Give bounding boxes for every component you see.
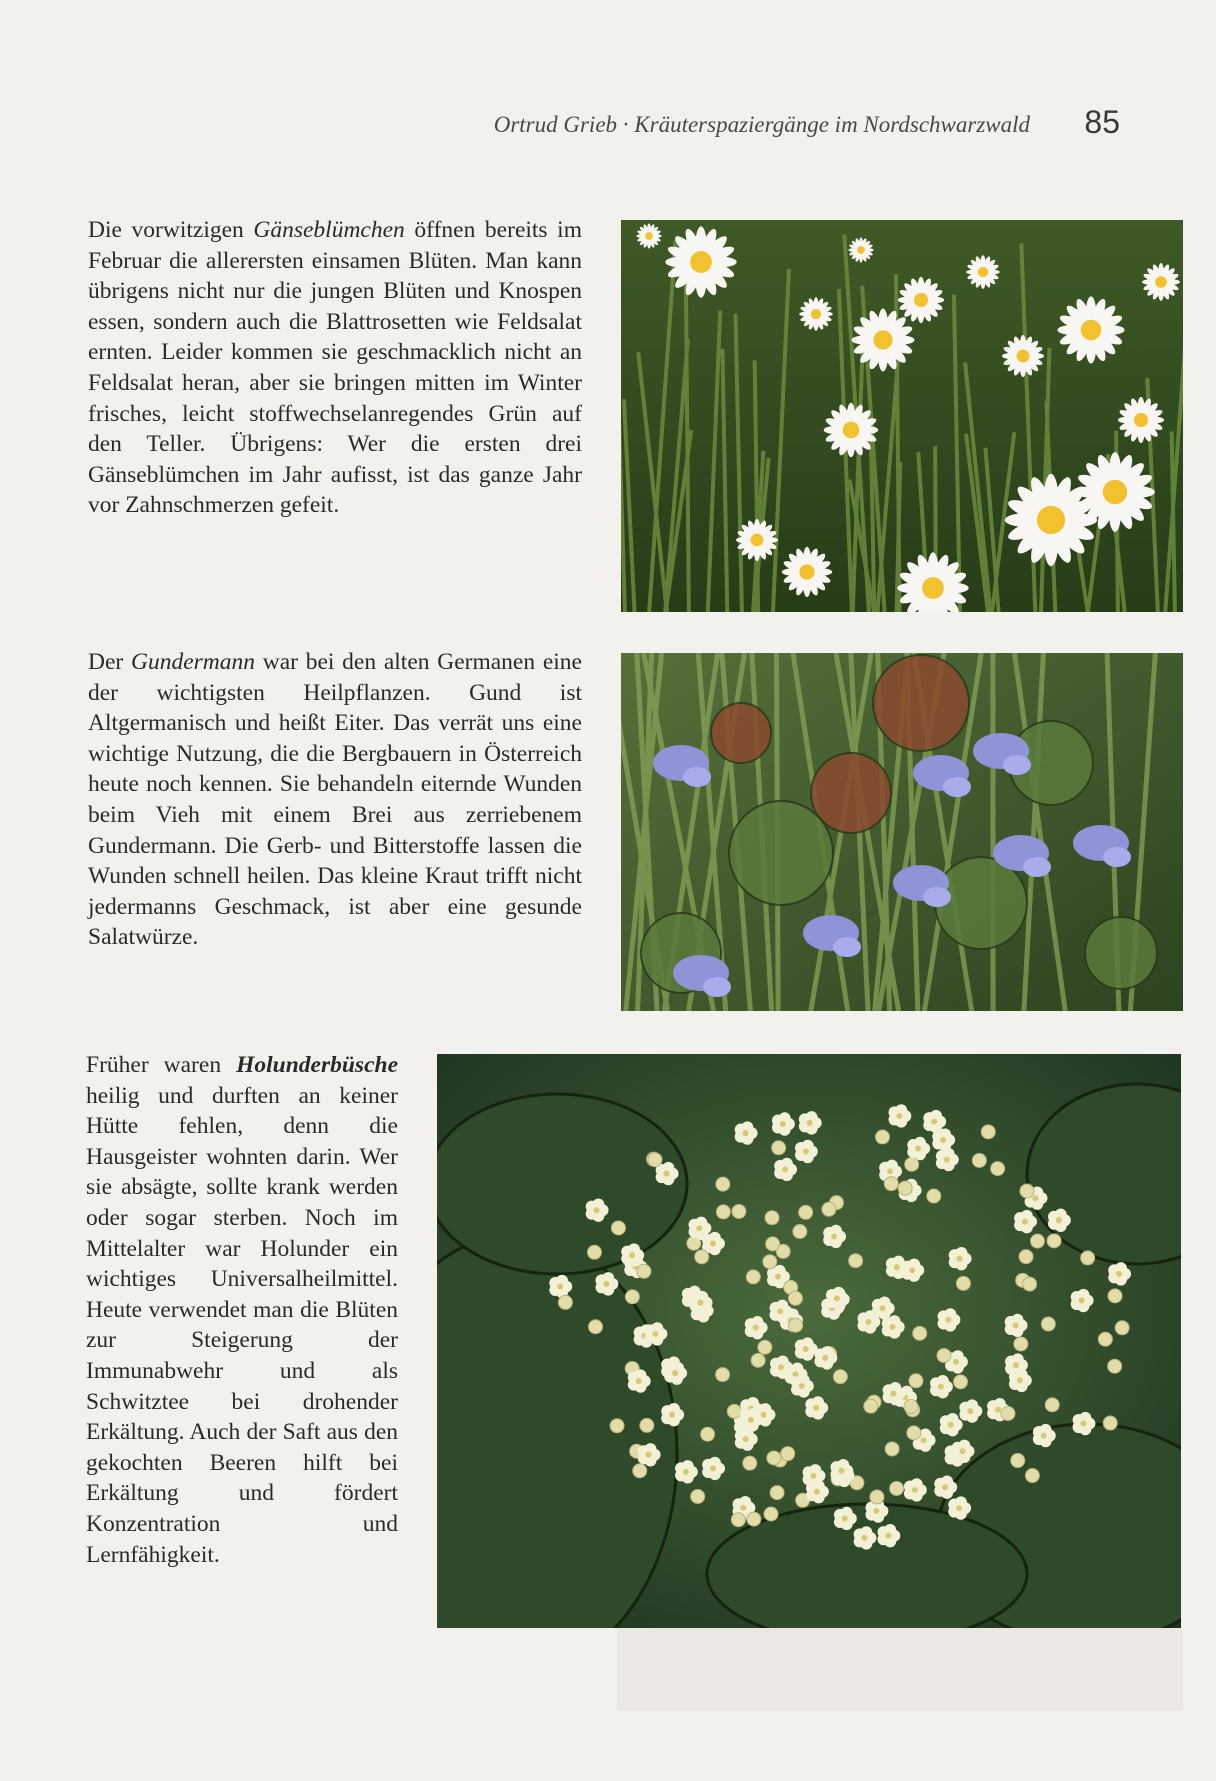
ground-ivy-photo <box>621 653 1183 1011</box>
elder-bud <box>716 1205 730 1219</box>
plant-name-daisy: Gänseblümchen <box>253 217 405 243</box>
elder-bud <box>1025 1469 1039 1483</box>
daisies-photo <box>621 220 1183 612</box>
elder-bud <box>884 1177 898 1191</box>
daisy-flower <box>898 277 944 323</box>
elder-bud <box>913 1326 927 1340</box>
paragraph-body: heilig und durften an keiner Hütte fehlen, denn die Hausgeister wohnten darin. Wer sie absägte, sollte krank werden oder sogar sterben. Noch im Mittelalter war Holunder ein wichtiges Universalheilmittel. Heute verwendet man die Blüten zur Steigerung der Immunabwehr und als Schwitztee bei drohender Erkältung. Auch der Saft aus den gekochten Beeren hilft bei Erkältung und fördert Konzentration und Lernfähigkeit. <box>86 1082 398 1568</box>
paragraph-lead: Früher waren <box>86 1052 237 1078</box>
elder-bud <box>610 1419 624 1433</box>
elder-bud <box>909 1374 923 1388</box>
elder-bud <box>731 1513 745 1527</box>
elder-bud <box>587 1245 601 1259</box>
ivy-leaf <box>729 801 833 905</box>
elder-bud <box>937 1349 951 1363</box>
paragraph-lead: Der <box>88 649 131 675</box>
elder-bud <box>758 1340 772 1354</box>
plant-name-ground-ivy: Gundermann <box>130 649 255 675</box>
daisy-flower <box>665 226 736 297</box>
paragraph-elder <box>86 1050 398 1570</box>
daisies-illustration <box>621 220 1183 612</box>
elder-bud <box>1030 1234 1044 1248</box>
page-number: 85 <box>1084 104 1120 140</box>
elder-bud <box>1108 1289 1122 1303</box>
elder-bud <box>764 1507 778 1521</box>
elder-bud <box>788 1291 802 1305</box>
daisy-flower <box>1002 335 1044 377</box>
elder-bud <box>972 1153 986 1167</box>
elder-bud <box>1014 1337 1028 1351</box>
elder-bud <box>1098 1332 1112 1346</box>
paragraph-body: war bei den alten Germanen eine der wichtigsten Heilpflanzen. Gund ist Altgermanisch und heißt Eiter. Das verrät uns eine wichtige Nutzung, die die Bergbauern in Österreich heute noch kennen. Sie behandeln eiternde Wunden beim Vieh mit einem Brei aus zerriebenem Gundermann. Die Gerb- und Bitterstoffe lassen die Wunden schnell heilen. Das kleine Kraut trifft nicht jedermanns Geschmack, ist aber eine gesunde Salatwürze. <box>88 649 582 951</box>
daisy-flower <box>736 519 778 561</box>
elder-bud <box>954 1375 968 1389</box>
elder-bud <box>751 1353 765 1367</box>
elder-bud <box>633 1464 647 1478</box>
elderflower-photo <box>437 1054 1181 1628</box>
ivy-leaf <box>811 753 891 833</box>
paragraph-ground-ivy <box>88 647 582 953</box>
elder-bud <box>1020 1184 1034 1198</box>
elder-bud <box>747 1512 761 1526</box>
elder-bud <box>793 1225 807 1239</box>
ivy-leaf <box>935 857 1027 949</box>
elder-bud <box>1023 1277 1037 1291</box>
daisy-flower <box>782 547 832 597</box>
daisy-flower <box>966 255 1000 289</box>
daisy-flower <box>852 309 915 372</box>
elder-bud <box>695 1250 709 1264</box>
elder-bud <box>1108 1359 1122 1373</box>
paragraph-daisy <box>88 215 582 521</box>
ivy-leaf <box>711 703 771 763</box>
elder-bud <box>625 1290 639 1304</box>
elder-bud <box>890 1482 904 1496</box>
ivy-leaf <box>1085 917 1157 989</box>
elder-bud <box>849 1254 863 1268</box>
elder-bud <box>611 1221 625 1235</box>
elder-bud <box>981 1125 995 1139</box>
plant-name-elder: Holunderbüsche <box>236 1052 398 1078</box>
elder-bud <box>1103 1416 1117 1430</box>
elder-bud <box>648 1153 662 1167</box>
elder-bud <box>781 1447 795 1461</box>
elder-bud <box>833 1370 847 1384</box>
elder-bud <box>822 1202 836 1216</box>
elder-bud <box>763 1255 777 1269</box>
elder-bud <box>864 1399 878 1413</box>
paragraph-lead: Die vorwitzigen <box>88 217 254 243</box>
daisy-flower <box>636 223 661 248</box>
elder-bud <box>870 1490 884 1504</box>
elder-bud <box>558 1295 572 1309</box>
paragraph-body: öffnen bereits im Februar die allerersten einsamen Blüten. Man kann übrigens nicht nur die jungen Blüten und Knospen essen, sondern auch die Blattrosetten wie Feldsalat ernten. Leider kommen sie geschmacklich nicht an Feldsalat heran, aber sie bringen mitten im Winter frisches, leicht stoffwechselanregendes Grün auf den Teller. Übrigens: Wer die ersten drei Gänseblümchen im Jahr aufisst, ist das ganze Jahr vor Zahnschmerzen gefeit. <box>88 217 582 519</box>
elder-bud <box>716 1177 730 1191</box>
elderflower-illustration <box>437 1054 1181 1628</box>
elder-bud <box>701 1427 715 1441</box>
elder-bud <box>956 1276 970 1290</box>
daisy-flower <box>1118 397 1164 443</box>
elder-bud <box>789 1318 803 1332</box>
elder-bud <box>746 1270 760 1284</box>
page-header <box>440 104 1120 148</box>
elder-bud <box>1001 1406 1015 1420</box>
daisy-flower <box>1075 452 1155 532</box>
elder-bud <box>907 1426 921 1440</box>
ivy-leaf <box>873 655 969 751</box>
elder-bud <box>927 1189 941 1203</box>
elder-bud <box>691 1489 705 1503</box>
elder-bud <box>885 1442 899 1456</box>
elder-bud <box>1011 1454 1025 1468</box>
elder-bud <box>589 1320 603 1334</box>
daisy-flower <box>1057 296 1124 363</box>
elder-bud <box>1019 1250 1033 1264</box>
elder-bud <box>640 1418 654 1432</box>
elder-bud <box>1115 1321 1129 1335</box>
elder-bud <box>732 1204 746 1218</box>
elder-bud <box>898 1181 912 1195</box>
elder-bud <box>1041 1317 1055 1331</box>
daisy-flower <box>799 297 833 331</box>
elder-bud <box>743 1456 757 1470</box>
daisy-flower <box>848 237 873 262</box>
ground-ivy-illustration <box>621 653 1183 1011</box>
daisy-flower <box>824 403 879 458</box>
elder-bud <box>727 1404 741 1418</box>
elder-bud <box>1081 1251 1095 1265</box>
elder-bud <box>772 1141 786 1155</box>
elder-bud <box>767 1451 781 1465</box>
daisy-flower <box>1142 263 1180 301</box>
elder-bud <box>905 1157 919 1171</box>
elder-bud <box>875 1130 889 1144</box>
elder-leaf <box>437 1094 687 1274</box>
elder-bud <box>716 1368 730 1382</box>
elder-bud <box>799 1205 813 1219</box>
elder-bud <box>766 1237 780 1251</box>
elder-bud <box>1047 1234 1061 1248</box>
running-title: Ortrud Grieb · Kräuterspaziergänge im Nordschwarzwald <box>493 112 1030 137</box>
bleed-through-area <box>617 1628 1183 1711</box>
elder-bud <box>637 1264 651 1278</box>
elder-bud <box>991 1162 1005 1176</box>
elder-bud <box>1045 1398 1059 1412</box>
elder-bud <box>904 1400 918 1414</box>
elder-bud <box>770 1486 784 1500</box>
elder-bud <box>765 1211 779 1225</box>
